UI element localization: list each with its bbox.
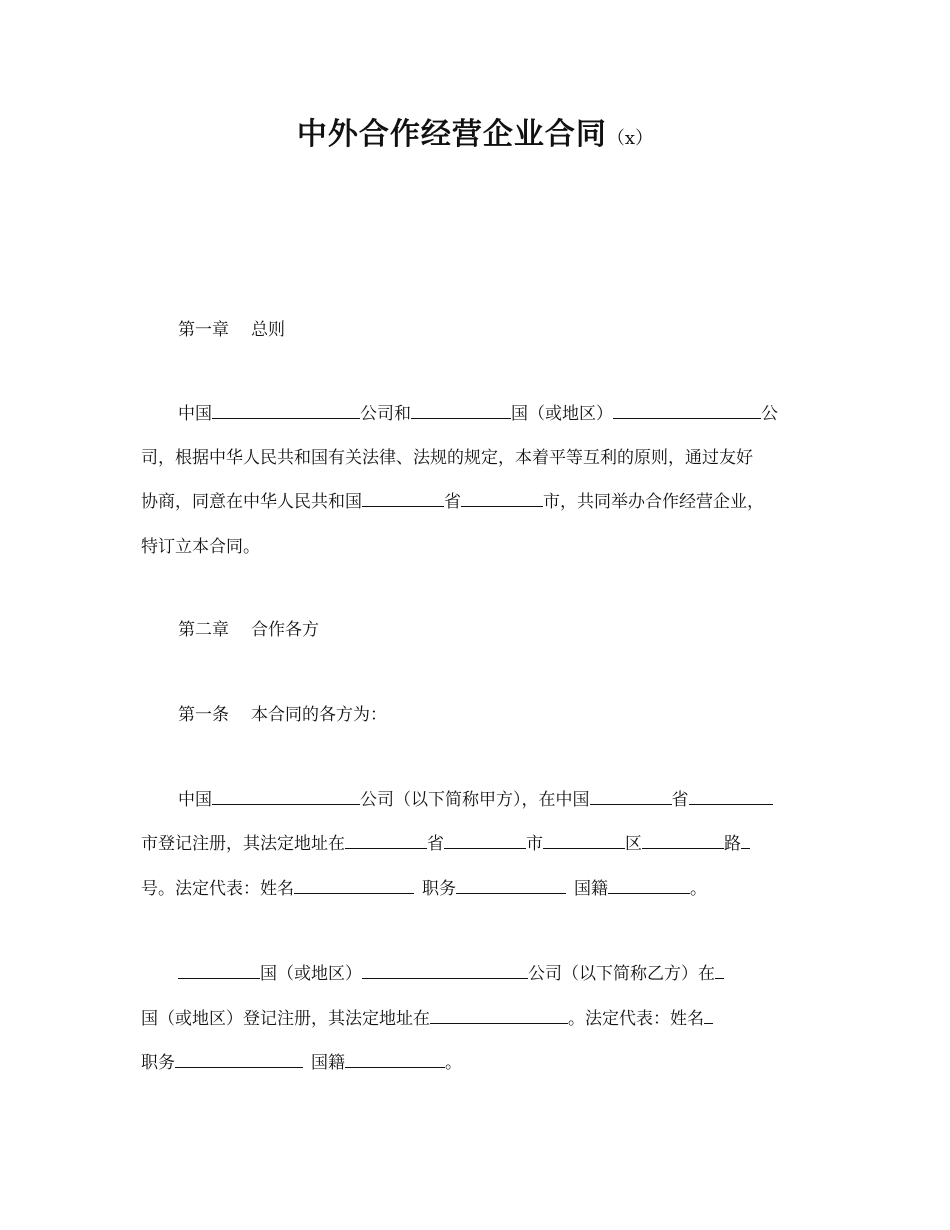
paragraph-1-line-3 bbox=[141, 487, 821, 517]
chapter-number: 第二章 bbox=[178, 620, 229, 640]
text: 中国 bbox=[178, 404, 212, 424]
paragraph-1-line-2 bbox=[141, 443, 821, 473]
text: 协商，同意在中华人民共和国 bbox=[141, 492, 362, 512]
fill-blank bbox=[411, 400, 511, 419]
text: 国籍 bbox=[311, 1053, 345, 1073]
text: 公司（以下简称乙方）在 bbox=[528, 964, 715, 984]
fill-blank bbox=[590, 786, 672, 805]
fill-blank bbox=[212, 786, 360, 805]
fill-blank bbox=[175, 1049, 303, 1068]
fill-blank bbox=[456, 875, 566, 894]
text: 特订立本合同。 bbox=[141, 537, 260, 557]
fill-blank bbox=[689, 786, 773, 805]
text: 公司（以下简称甲方），在中国 bbox=[360, 790, 590, 810]
text: 路 bbox=[724, 834, 741, 854]
fill-blank bbox=[345, 830, 427, 849]
text: 市登记注册，其法定地址在 bbox=[141, 834, 345, 854]
party-b-line-1 bbox=[178, 959, 858, 989]
fill-blank bbox=[345, 1049, 445, 1068]
title-suffix: （x） bbox=[606, 128, 654, 149]
text: 职务 bbox=[141, 1053, 175, 1073]
text: 省 bbox=[427, 834, 444, 854]
fill-blank bbox=[543, 830, 625, 849]
text: 国（或地区） bbox=[260, 964, 362, 984]
document-title bbox=[0, 110, 950, 164]
text: 职务 bbox=[422, 879, 456, 899]
text: 省 bbox=[671, 790, 689, 810]
fill-blank bbox=[741, 830, 750, 849]
text: 国（或地区）登记注册，其法定地址在 bbox=[141, 1009, 430, 1029]
fill-blank bbox=[362, 488, 444, 507]
chapter-2-heading bbox=[178, 615, 858, 645]
chapter-number: 第一章 bbox=[178, 320, 229, 340]
text: 。 bbox=[690, 879, 707, 899]
title-text: 中外合作经营企业合同 bbox=[296, 117, 607, 152]
fill-blank bbox=[642, 830, 724, 849]
text: 市 bbox=[526, 834, 543, 854]
text: 。法定代表：姓名 bbox=[568, 1009, 704, 1029]
article-number: 第一条 bbox=[178, 705, 229, 725]
fill-blank bbox=[178, 960, 260, 979]
text: 区 bbox=[625, 834, 642, 854]
fill-blank bbox=[430, 1005, 568, 1024]
article-1-heading bbox=[178, 700, 858, 730]
text: 省 bbox=[444, 492, 461, 512]
fill-blank bbox=[704, 1005, 713, 1024]
chapter-name: 总则 bbox=[251, 320, 285, 340]
text: 司，根据中华人民共和国有关法律、法规的规定，本着平等互利的原则，通过友好 bbox=[141, 448, 753, 468]
fill-blank bbox=[294, 875, 414, 894]
fill-blank bbox=[613, 400, 761, 419]
fill-blank bbox=[212, 400, 360, 419]
party-b-line-2 bbox=[141, 1004, 821, 1034]
article-text: 本合同的各方为： bbox=[251, 705, 387, 725]
party-b-line-3 bbox=[141, 1048, 821, 1078]
chapter-1-heading bbox=[178, 315, 858, 345]
paragraph-1-line-1 bbox=[178, 399, 858, 429]
fill-blank bbox=[362, 960, 528, 979]
text: 市，共同举办合作经营企业， bbox=[543, 492, 764, 512]
text: 号。法定代表：姓名 bbox=[141, 879, 294, 899]
text: 中国 bbox=[178, 790, 212, 810]
paragraph-1-line-4 bbox=[141, 532, 821, 562]
chapter-name: 合作各方 bbox=[251, 620, 319, 640]
text: 国籍 bbox=[574, 879, 608, 899]
fill-blank bbox=[608, 875, 690, 894]
party-a-line-1 bbox=[178, 785, 858, 815]
text: 公 bbox=[761, 404, 778, 424]
fill-blank bbox=[715, 960, 724, 979]
party-a-line-2 bbox=[141, 829, 821, 859]
fill-blank bbox=[444, 830, 526, 849]
text: 公司和 bbox=[360, 404, 411, 424]
fill-blank bbox=[461, 488, 543, 507]
text: 。 bbox=[445, 1053, 462, 1073]
party-a-line-3 bbox=[141, 874, 821, 904]
text: 国（或地区） bbox=[511, 404, 613, 424]
